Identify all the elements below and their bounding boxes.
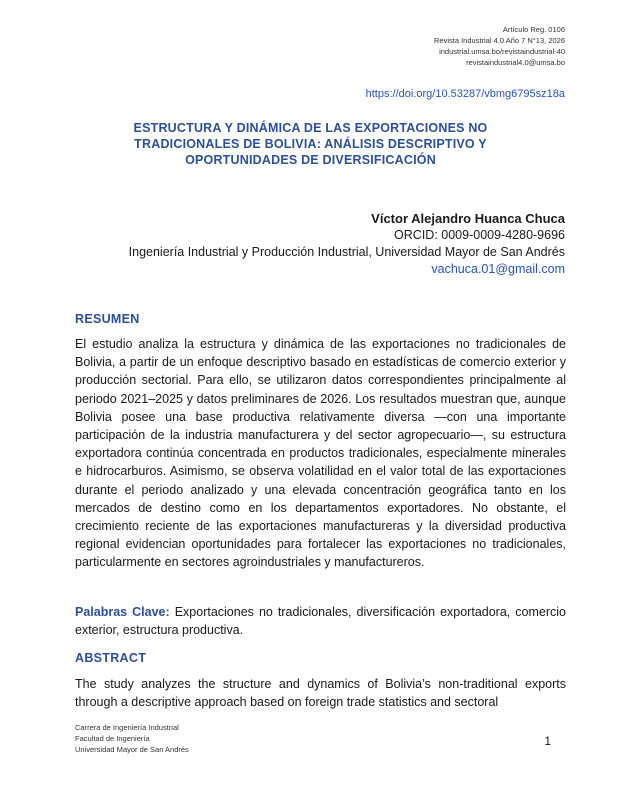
author-name: Víctor Alejandro Huanca Chuca <box>371 211 565 226</box>
footer-line-1: Carrera de Ingeniería Industrial <box>75 723 179 732</box>
journal-issue: Revista Industrial 4.0 Año 7 N°13, 2026 <box>434 36 565 45</box>
footer-line-3: Universidad Mayor de San Andrés <box>75 745 189 754</box>
journal-header <box>434 24 565 68</box>
abstract-text: The study analyzes the structure and dynamics of Bolivia’s non-traditional exports through a descriptive approach based on foreign trade statistics and sectoral <box>75 677 566 710</box>
resumen-text: El estudio analiza la estructura y dinámica de las exportaciones no tradicionales de Bolivia, a partir de un enfoque descriptivo basado en estadísticas de comercio exterior y producción sectorial. Para ello, se utilizaron datos correspondientes principalmente al periodo 2021–2025 y datos preliminares de 2026. Los resultados muestran que, aunque Bolivia posee una base productiva relativamente diversa —con una importante participación de la industria manufacturera y del sector agropecuario—, su estructura exportadora continúa concentrada en productos tradicionales, especialmente minerales e hidrocarburos. Asimismo, se observa volatilidad en el valor total de las exportaciones durante el periodo analizado y una elevada concentración geográfica tanto en los mercados de destino como en los departamentos exportadores. No obstante, el crecimiento reciente de las exportaciones manufactureras y la diversidad productiva regional evidencian oportunidades para fortalecer las exportaciones no tradicionales, particularmente en sectores agroindustriales y manufactureros. <box>75 337 566 570</box>
journal-url[interactable]: industrial.umsa.bo/revistaindustrial-40 <box>439 47 565 56</box>
keywords <box>75 603 566 639</box>
title-line-2: TRADICIONALES DE BOLIVIA: ANÁLISIS DESCRIPTIVO Y <box>134 137 487 151</box>
abstract-heading: ABSTRACT <box>75 651 147 665</box>
footer-institution <box>75 722 189 755</box>
resumen-heading: RESUMEN <box>75 312 140 326</box>
footer-line-2: Facultad de Ingeniería <box>75 734 150 743</box>
title-line-3: OPORTUNIDADES DE DIVERSIFICACIÓN <box>185 153 436 167</box>
page-number: 1 <box>544 734 551 748</box>
author-affiliation: Ingeniería Industrial y Producción Industrial, Universidad Mayor de San Andrés <box>128 245 565 259</box>
article-reg: Artículo Reg. 0106 <box>502 25 565 34</box>
keywords-label: Palabras Clave: <box>75 605 170 619</box>
doi-link[interactable]: https://doi.org/10.53287/vbmg6795sz18a <box>365 88 565 100</box>
author-block <box>129 210 565 278</box>
paper-title <box>70 120 551 168</box>
author-email[interactable]: vachuca.01@gmail.com <box>431 262 565 276</box>
title-line-1: ESTRUCTURA Y DINÁMICA DE LAS EXPORTACIONES NO <box>133 121 488 135</box>
author-orcid: ORCID: 0009-0009-4280-9696 <box>394 228 565 242</box>
journal-email[interactable]: revistaindustrial4.0@umsa.bo <box>466 58 565 67</box>
keywords-text: Exportaciones no tradicionales, diversificación exportadora, comercio exterior, estructura productiva. <box>75 605 566 638</box>
